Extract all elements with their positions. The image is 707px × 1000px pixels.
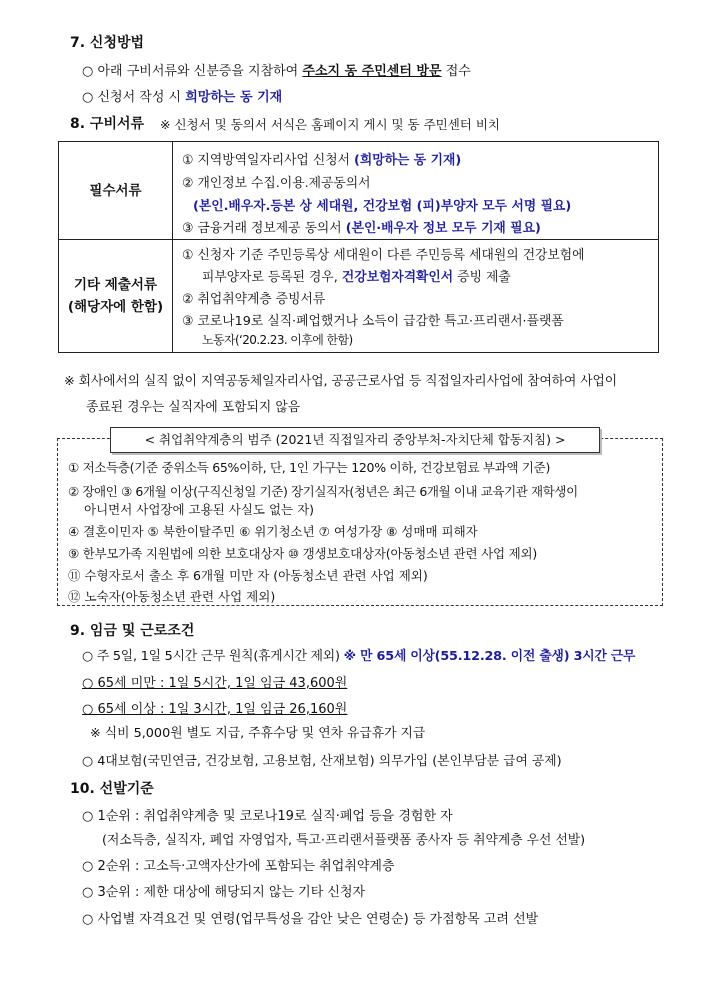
- s10-line-2: ○ 2순위 : 고소득·고액자산가에 포함되는 취업취약계층: [82, 859, 395, 874]
- req-item-2: ② 개인정보 수집.이용.제공동의서: [182, 176, 371, 191]
- other-item-1: ① 신청자 기준 주민등록상 세대원이 다른 주민등록 세대원의 건강보험에: [182, 248, 585, 263]
- category-item-11: ⑪ 수형자로서 출소 후 6개월 미만 자 (아동청소년 관련 사업 제외): [68, 568, 428, 583]
- req-item-3-emph: (본인·배우자 정보 모두 기재 필요): [345, 221, 541, 236]
- s9-line-1: [82, 645, 635, 664]
- s7-line-1: [82, 60, 471, 79]
- other-row: [59, 240, 659, 353]
- other-item-1-cont: [202, 266, 511, 285]
- category-item-4: ④ 결혼이민자 ⑤ 북한이탈주민 ⑥ 위기청소년 ⑦ 여성가장 ⑧ 성매매 피해자: [68, 524, 478, 539]
- s9-line-1-text: ○ 주 5일, 1일 5시간 근무 원칙(휴게시간 제외): [82, 649, 344, 664]
- other-item-1-cont-c: 증빙 제출: [453, 270, 511, 285]
- section-10-title: 10. 선발기준: [70, 781, 154, 797]
- s9-line-3: ○ 65세 이상 : 1일 3시간, 1일 임금 26,160원: [82, 702, 348, 717]
- other-item-3: ③ 코로나19로 실직·폐업했거나 소득이 급감한 특고·프리랜서·플랫폼: [182, 314, 564, 329]
- req-item-1-emph: (희망하는 동 기재): [354, 153, 462, 168]
- category-item-2-cont: 아니면서 사업장에 고용된 사실도 없는 자): [84, 502, 315, 517]
- s8-footnote-1: ※ 회사에서의 실직 없이 지역공동체일자리사업, 공공근로사업 등 직접일자리사업에 참여하여 사업이: [64, 374, 618, 389]
- required-label: 필수서류: [59, 142, 173, 240]
- s9-line-5: ○ 4대보험(국민연금, 건강보험, 고용보험, 산재보험) 의무가입 (본인부담분 급여 공제): [82, 754, 562, 769]
- vulnerable-category-title: < 취업취약계층의 범주 (2021년 직접일자리 중앙부처-자치단체 합동지침) >: [110, 427, 600, 453]
- s8-footnote-2: 종료된 경우는 실직자에 포함되지 않음: [86, 400, 301, 415]
- s7-line-1-end: 접수: [441, 64, 471, 79]
- section-8-title: 8. 구비서류: [70, 116, 145, 132]
- other-item-3-cont: 노동자(‘20.2.23. 이후에 한함): [202, 333, 353, 347]
- req-item-3-text: ③ 금융거래 정보제공 동의서: [182, 221, 346, 236]
- req-item-1: [182, 149, 461, 168]
- category-item-9: ⑨ 한부모가족 지원법에 의한 보호대상자 ⑩ 갱생보호대상자(아동청소년 관련 사업 제외): [68, 546, 538, 561]
- other-label-line-1: 기타 제출서류: [74, 277, 157, 293]
- category-item-2: ② 장애인 ③ 6개월 이상(구직신청일 기준) 장기실직자(청년은 최근 6개월 이내 교육기관 재학생이: [68, 484, 578, 499]
- s7-line-2: [82, 86, 282, 105]
- req-item-3: [182, 217, 541, 236]
- s10-line-1-cont: (저소득층, 실직자, 폐업 자영업자, 특고·프리랜서플랫폼 종사자 등 취약계층 우선 선발): [102, 833, 586, 848]
- other-item-1-cont-a: 피부양자로 등록된 경우,: [202, 270, 342, 285]
- section-7-title: 7. 신청방법: [70, 35, 145, 51]
- other-label-line-2: (해당자에 한함): [67, 299, 164, 315]
- s10-line-1: ○ 1순위 : 취업취약계층 및 코로나19로 실직·폐업 등을 경험한 자: [82, 809, 453, 824]
- required-row: [59, 142, 659, 240]
- other-label: [59, 240, 173, 353]
- other-item-1-emph: 건강보험자격확인서: [341, 270, 454, 285]
- s9-line-1-emph: ※ 만 65세 이상(55.12.28. 이전 출생) 3시간 근무: [343, 649, 636, 664]
- category-item-1: ① 저소득층(기준 중위소득 65%이하, 단, 1인 가구는 120% 이하, 건강보험료 부과액 기준): [68, 460, 551, 475]
- s9-line-2: ○ 65세 미만 : 1일 5시간, 1일 임금 43,600원: [82, 676, 348, 691]
- s7-dong-emphasis: 희망하는 동 기재: [185, 90, 283, 105]
- other-item-2: ② 취업취약계층 증빙서류: [182, 292, 326, 307]
- s10-line-4: ○ 사업별 자격요건 및 연령(업무특성을 감안 낮은 연령순) 등 가점항목 고려 선발: [82, 912, 539, 927]
- documents-table: [58, 141, 659, 353]
- req-item-2-note: (본인.배우자.등본 상 세대원, 건강보험 (피)부양자 모두 서명 필요): [193, 199, 572, 214]
- category-item-12: ⑫ 노숙자(아동청소년 관련 사업 제외): [68, 589, 276, 604]
- s9-line-4: ※ 식비 5,000원 별도 지급, 주휴수당 및 연차 유급휴가 지급: [90, 726, 426, 741]
- s7-line-2-text: ○ 신청서 작성 시: [82, 90, 186, 105]
- s10-line-3: ○ 3순위 : 제한 대상에 해당되지 않는 기타 신청자: [82, 885, 366, 900]
- required-cell: [173, 142, 659, 240]
- s8-note: ※ 신청서 및 동의서 서식은 홈페이지 게시 및 동 주민센터 비치: [160, 117, 501, 132]
- req-item-1-text: ① 지역방역일자리사업 신청서: [182, 153, 355, 168]
- s7-line-1-text: ○ 아래 구비서류와 신분증을 지참하여: [82, 64, 303, 79]
- s7-visit-emphasis: 주소지 동 주민센터 방문: [302, 64, 442, 79]
- section-9-title: 9. 임금 및 근로조건: [70, 623, 195, 639]
- other-cell: [173, 240, 659, 353]
